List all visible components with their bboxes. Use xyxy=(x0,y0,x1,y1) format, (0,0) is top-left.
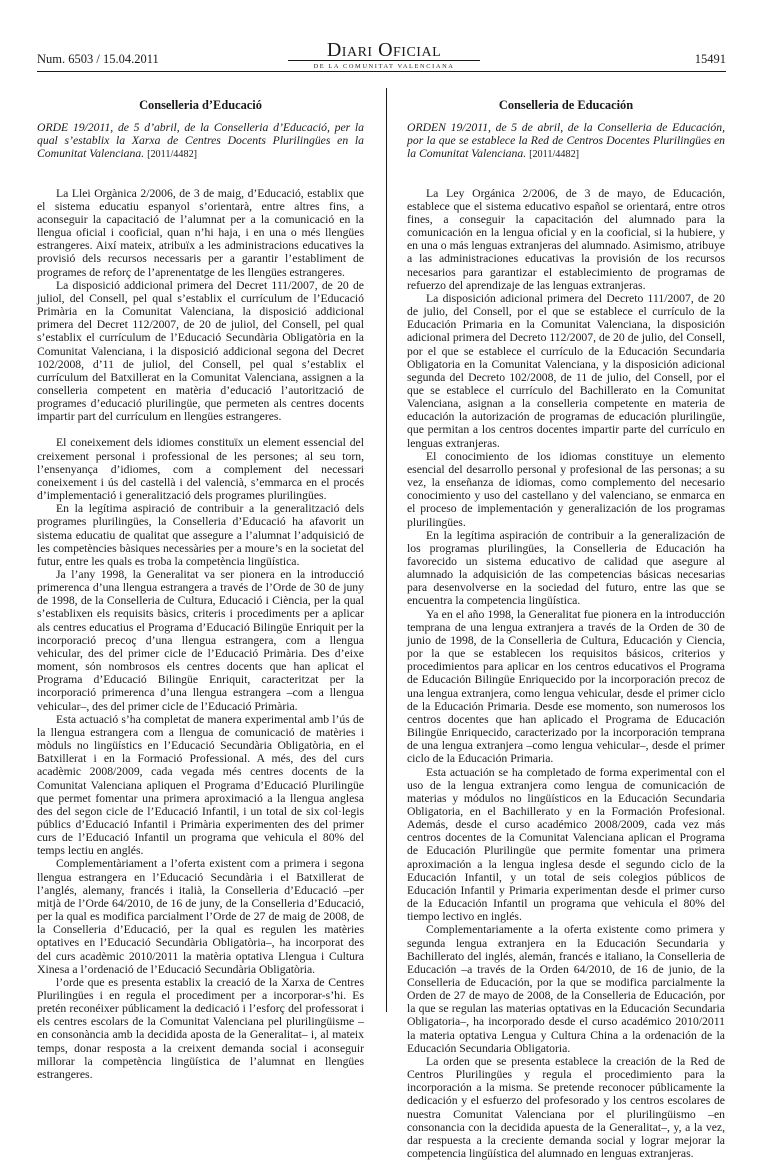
paragraph: En la legítima aspiración de contribuir a la generalización de los programas plurilingües, la Conselleria de Educación ha favorecido un sistema educativo de calidad que asegure al alumnado la adquisición de las competencias básicas necesarias para desenvolverse en la sociedad del futuro, entre las que se encuentra la competencia lingüística. xyxy=(407,528,725,608)
paragraph: En la legítima aspiració de contribuir a la generalització dels programes plurilingües, la Conselleria d’Educació ha afavorit un sistema educatiu de qualitat que assegure a l’alumnat l’adquisició de les competències bàsiques necessàries per a moure’s en la societat del futur, entre les quals es troba la competència lingüística. xyxy=(37,502,364,568)
order-title-text: ORDE 19/2011, de 5 d’abril, de la Conselleria d’Educació, per la qual s’establix la Xarxa de Centres Docents Plurilingües en la Comunitat Valenciana. xyxy=(37,121,364,161)
spanish-column xyxy=(407,99,725,1160)
masthead-subtitle: DE LA COMUNITAT VALENCIANA xyxy=(288,60,480,71)
paragraph: La Llei Orgànica 2/2006, de 3 de maig, d’Educació, establix que el sistema educatiu espanyol s’orientarà, entre altres fins, a aconseguir la capacitació de l’alumnat per a la comunicació en la llengua oficial i cooficial, quan n’hi haja, i en una o més llengües estrangeres. Així mateix, atribuïx a les administracions educatives la provisió dels recursos necessaris per a garantir l’establiment de programes de reforç de l’aprenentatge de les llengües estrangeres. xyxy=(37,186,364,279)
paragraph: Complementàriament a l’oferta existent com a primera i segona llengua estrangera en l’Educació Secundària i el Batxillerat de l’anglés, alemany, francés i italià, la Conselleria d’Educació –per mitjà de l’Orde 64/2010, de 16 de juny, de la Conselleria d’Educació, per la qual es modifica parcialment l’Orde de 27 de maig de 2008, de la Conselleria d’Educació, per la qual es regulen les matèries optatives en l’Educació Secundària Obligatòria–, ha incorporat des del curs acadèmic 2010/2011 la matèria optativa Llengua i Cultura Xinesa a l’ordenació de l’Educació Secundària Obligatòria. xyxy=(37,857,364,976)
paragraph: Esta actuación se ha completado de forma experimental con el uso de la lengua extranjera como lengua de comunicación de materias y módulos no lingüísticos en la Educación Secundaria Obligatoria, en el Bachillerato y en la Formación Profesional. Además, desde el curso académico 2008/2009, cada vez más centros docentes de la Comunitat Valenciana aplican el Programa de Educación Plurilingüe que permite fomentar una primera aproximación a la lengua inglesa desde el segundo ciclo de la Educación Infantil, y un total de seis colegios públicos de Educación Infantil y Primaria experimentan desde el primer curso de la Educación Infantil un programa que vehicula el 80% del tiempo lectivo en inglés. xyxy=(407,765,725,924)
paragraph: La Ley Orgánica 2/2006, de 3 de mayo, de Educación, establece que el sistema educativo español se orientará, entre otros fines, a conseguir la capacitación del alumnado para la comunicación en la lengua oficial y en la cooficial, si la hubiere, y en una o más lenguas extranjeras del alumnado. Asimismo, atribuye a las administraciones educativas la provisión de los recursos necesarios para garantizar el establecimiento de programas de refuerzo del aprendizaje de las lenguas extranjeras. xyxy=(407,186,725,292)
paragraph: La orden que se presenta establece la creación de la Red de Centros Plurilingües y regula el procedimiento para la incorporación a la misma. Se pretende reconocer públicamente la dedicación y el esfuerzo del profesorado y los centros escolares de nuestra Comunitat Valenciana por el plurilingüismo –en consonancia con la decidida apuesta de la Generalitat–, y, a la vez, dar respuesta a la creciente demanda social y lograr mejorar la competencia lingüística del alumnado en lenguas extranjeras. xyxy=(407,1054,725,1160)
paragraph: Complementariamente a la oferta existente como primera y segunda lengua extranjera en la Educación Secundaria y Bachillerato del inglés, alemán, francés e italiano, la Conselleria de Educación –a través de la Orden 64/2010, de 16 de junio, de la Conselleria de Educación, por la que se modifica parcialmente la Orden de 27 de mayo de 2008, de la Conselleria de Educación, por la que se regulan las materias optativas en la Educación Secundaria Obligatoria–, ha incorporado desde el curso académico 2010/2011 la materia optativa Lengua y Cultura China a la ordenación de la Educación Secundaria Obligatoria. xyxy=(407,923,725,1055)
paragraph: La disposición adicional primera del Decreto 111/2007, de 20 de julio, del Consell, por el que se establece el currículo de la Educación Primaria en la Comunitat Valenciana, la disposición adicional primera del Decreto 112/2007, de 20 de julio, del Consell, por el que se establece el currículo de la Educación Secundaria Obligatoria en la Comunitat Valenciana, y la disposición adicional segunda del Decreto 102/2008, de 11 de julio, del Consell, por el que se establece el currículo del Bachillerato en la Comunitat Valenciana, asignan a la conselleria competente en materia de educación la autorización de programas de educación plurilingüe, que permitan a los centros docentes impartir parte del currículo en lenguas extranjeras. xyxy=(407,291,725,450)
paragraph: El coneixement dels idiomes constituïx un element essencial del creixement personal i professional de les persones; al seu torn, l’ensenyança d’idiomes, com a complement del necessari coneixement i ús del castellà i del valencià, s’emmarca en el procés d’implementació i generalització dels programes plurilingües. xyxy=(37,436,364,503)
paragraph: La disposició addicional primera del Decret 111/2007, de 20 de juliol, del Consell, pel qual s’establix el currículum de l’Educació Primària en la Comunitat Valenciana, la disposició addicional primera del Decret 112/2007, de 20 de juliol, del Consell, pel qual s’establix el currículum de l’Educació Secundària Obligatòria en la Comunitat Valenciana, i la disposició addicional segona del Decret 102/2008, d’11 de juliol, del Consell, pel qual s’establix el currículum del Batxillerat en la Comunitat Valenciana, assignen a la conselleria competent en matèria d’educació l’autorització de programes d’educació plurilingüe, que permeten als centres docents impartir part del currículum en llengües estrangeres. xyxy=(37,278,364,424)
valencian-column xyxy=(37,99,364,1081)
order-title-text: ORDEN 19/2011, de 5 de abril, de la Conselleria de Educación, por la que se establece la Red de Centros Docentes Plurilingües en la Comunitat Valenciana. xyxy=(407,121,725,161)
section-title: Conselleria d’Educació xyxy=(139,98,262,112)
masthead-title: Diari Oficial xyxy=(326,39,442,61)
column-divider xyxy=(386,88,387,1012)
order-title xyxy=(407,121,725,161)
paragraph: El conocimiento de los idiomas constituye un elemento esencial del desarrollo personal y profesional de las personas; a su vez, la enseñanza de idiomas, como complemento del necesario conocimiento y uso del castellano y del valenciano, se enmarca en el proceso de implementación y generalización de los programas plurilingües. xyxy=(407,449,725,529)
order-reference: [2011/4482] xyxy=(147,149,198,161)
issue-number: Num. 6503 / 15.04.2011 xyxy=(37,52,159,66)
order-title xyxy=(37,121,364,161)
paragraph: Ja l’any 1998, la Generalitat va ser pionera en la introducció primerenca d’una llengua estrangera a través de l’Orde de 30 de juny de 1998, de la Conselleria de Cultura, Educació i Ciència, per la qual s’establixen els requisits bàsics, criteris i procediments per a aplicar als centres educatius el Programa d’Educació Bilingüe Enriquit per la incorporació precoç d’una llengua estrangera, com a llengua vehicular, des del primer cicle de l’Educació Primària. Des d’eixe moment, són nombrosos els centres docents que han aplicat el Programa d’Educació Bilingüe Enriquit, caracteritzat per la incorporació primerenca d’una llengua estrangera –com a llengua vehicular–, des del primer cicle de l’Educació Primària. xyxy=(37,568,364,713)
section-title: Conselleria de Educación xyxy=(498,98,634,112)
page-number: 15491 xyxy=(694,52,726,66)
paragraph: Ya en el año 1998, la Generalitat fue pionera en la introducción temprana de una lengua extranjera a través de la Orden de 30 de junio de 1998, de la Conselleria de Cultura, Educación y Ciencia, por la que se establecen los requisitos básicos, criterios y procedimientos para aplicar en los centros educativos el Programa de Educación Bilingüe Enriquecido por la incorporación precoz de una lengua extranjera, como lengua vehicular, desde el primer ciclo de la Educación Primaria. Desde ese momento, son numerosos los centros docentes que han aplicado el Programa de Educación Bilingüe Enriquecido, caracterizado por la incorporación temprana de una lengua extranjera –como lengua vehicular–, desde el primer ciclo de la Educación Primaria. xyxy=(407,607,725,766)
masthead-logo xyxy=(288,40,480,71)
header-rule xyxy=(37,71,726,72)
order-reference: [2011/4482] xyxy=(529,149,580,161)
paragraph: Esta actuació s’ha completat de manera experimental amb l’ús de la llengua estrangera com a llengua de comunicació de matèries i mòduls no lingüístics en l’Educació Secundària Obligatòria, en el Batxillerat i en la Formació Professional. A més, des del curs acadèmic 2008/2009, cada vegada més centres docents de la Comunitat Valenciana apliquen el Programa d’Educació Plurilingüe que permet fomentar una primera aproximació a la llengua anglesa des del segon cicle de l’Educació Infantil, i un total de six col·legis públics d’Educació Infantil i Primària experimenten des del primer curs de l’Educació Infantil un programa que vehicula el 80% del temps lectiu en anglés. xyxy=(37,712,364,858)
paragraph: l’orde que es presenta establix la creació de la Xarxa de Centres Plurilingües i en regula el procediment per a incorporar-s’hi. Es pretén reconéixer públicament la dedicació i l’esforç del professorat i els centres escolars de la Comunitat Valenciana pel plurilingüisme –en consonància amb la decidida aposta de la Generalitat– i, al mateix temps, donar resposta a la creixent demanda social i aconseguir millorar la competència lingüística de l’alumnat en llengües estrangeres. xyxy=(37,975,364,1081)
